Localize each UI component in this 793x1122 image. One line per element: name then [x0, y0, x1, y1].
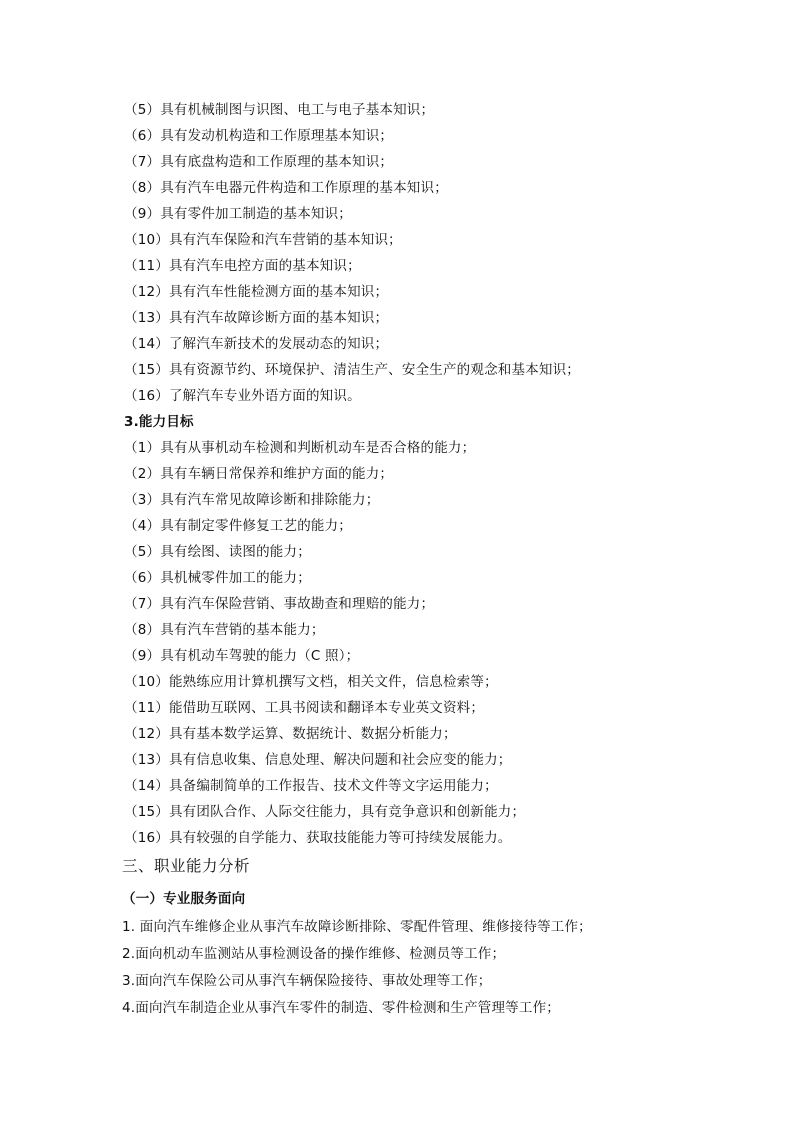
ability-item: （16）具有较强的自学能力、获取技能能力等可持续发展能力。 — [124, 830, 512, 846]
ability-item: （14）具备编制简单的工作报告、技术文件等文字运用能力； — [124, 778, 498, 794]
ability-item: （7）具有汽车保险营销、事故勘查和理赔的能力； — [124, 596, 435, 612]
knowledge-item: （16）了解汽车专业外语方面的知识。 — [124, 388, 361, 404]
knowledge-item: （6）具有发动机构造和工作原理基本知识； — [124, 128, 394, 144]
ability-item: （8）具有汽车营销的基本能力； — [124, 622, 325, 638]
ability-item: （3）具有汽车常见故障诊断和排除能力； — [124, 492, 380, 508]
knowledge-item: （13）具有汽车故障诊断方面的基本知识； — [124, 310, 389, 326]
knowledge-item: （9）具有零件加工制造的基本知识； — [124, 206, 352, 222]
ability-heading: 3.能力目标 — [124, 414, 194, 430]
service-item: 2.面向机动车监测站从事检测设备的操作维修、检测员等工作； — [122, 946, 506, 962]
ability-item: （13）具有信息收集、信息处理、解决问题和社会应变的能力； — [124, 752, 512, 768]
ability-item: （12）具有基本数学运算、数据统计、数据分析能力； — [124, 726, 457, 742]
ability-item: （11）能借助互联网、工具书阅读和翻译本专业英文资料； — [124, 700, 485, 716]
ability-item: （5）具有绘图、读图的能力； — [124, 544, 311, 560]
ability-item: （15）具有团队合作、人际交往能力，具有竞争意识和创新能力； — [124, 804, 526, 820]
knowledge-item: （15）具有资源节约、环境保护、清洁生产、安全生产的观念和基本知识； — [124, 362, 580, 378]
knowledge-item: （10）具有汽车保险和汽车营销的基本知识； — [124, 232, 402, 248]
service-item: 3.面向汽车保险公司从事汽车辆保险接待、事故处理等工作； — [122, 973, 492, 989]
service-item: 4.面向汽车制造企业从事汽车零件的制造、零件检测和生产管理等工作； — [122, 1000, 560, 1016]
ability-item: （6）具机械零件加工的能力； — [124, 570, 311, 586]
knowledge-item: （11）具有汽车电控方面的基本知识； — [124, 258, 361, 274]
knowledge-item: （8）具有汽车电器元件构造和工作原理的基本知识； — [124, 180, 448, 196]
section-heading: 三、职业能力分析 — [122, 857, 251, 875]
ability-item: （9）具有机动车驾驶的能力（C 照）； — [124, 648, 360, 664]
ability-item: （2）具有车辆日常保养和维护方面的能力； — [124, 466, 394, 482]
knowledge-item: （5）具有机械制图与识图、电工与电子基本知识； — [124, 102, 435, 118]
knowledge-item: （7）具有底盘构造和工作原理的基本知识； — [124, 154, 394, 170]
ability-item: （10）能熟练应用计算机撰写文档，相关文件，信息检索等； — [124, 674, 498, 690]
ability-item: （1）具有从事机动车检测和判断机动车是否合格的能力； — [124, 440, 476, 456]
knowledge-item: （14）了解汽车新技术的发展动态的知识； — [124, 336, 389, 352]
ability-item: （4）具有制定零件修复工艺的能力； — [124, 518, 352, 534]
service-item: 1. 面向汽车维修企业从事汽车故障诊断排除、零配件管理、维修接待等工作； — [122, 919, 592, 935]
knowledge-item: （12）具有汽车性能检测方面的基本知识； — [124, 284, 389, 300]
subsection-heading: （一）专业服务面向 — [122, 891, 246, 907]
